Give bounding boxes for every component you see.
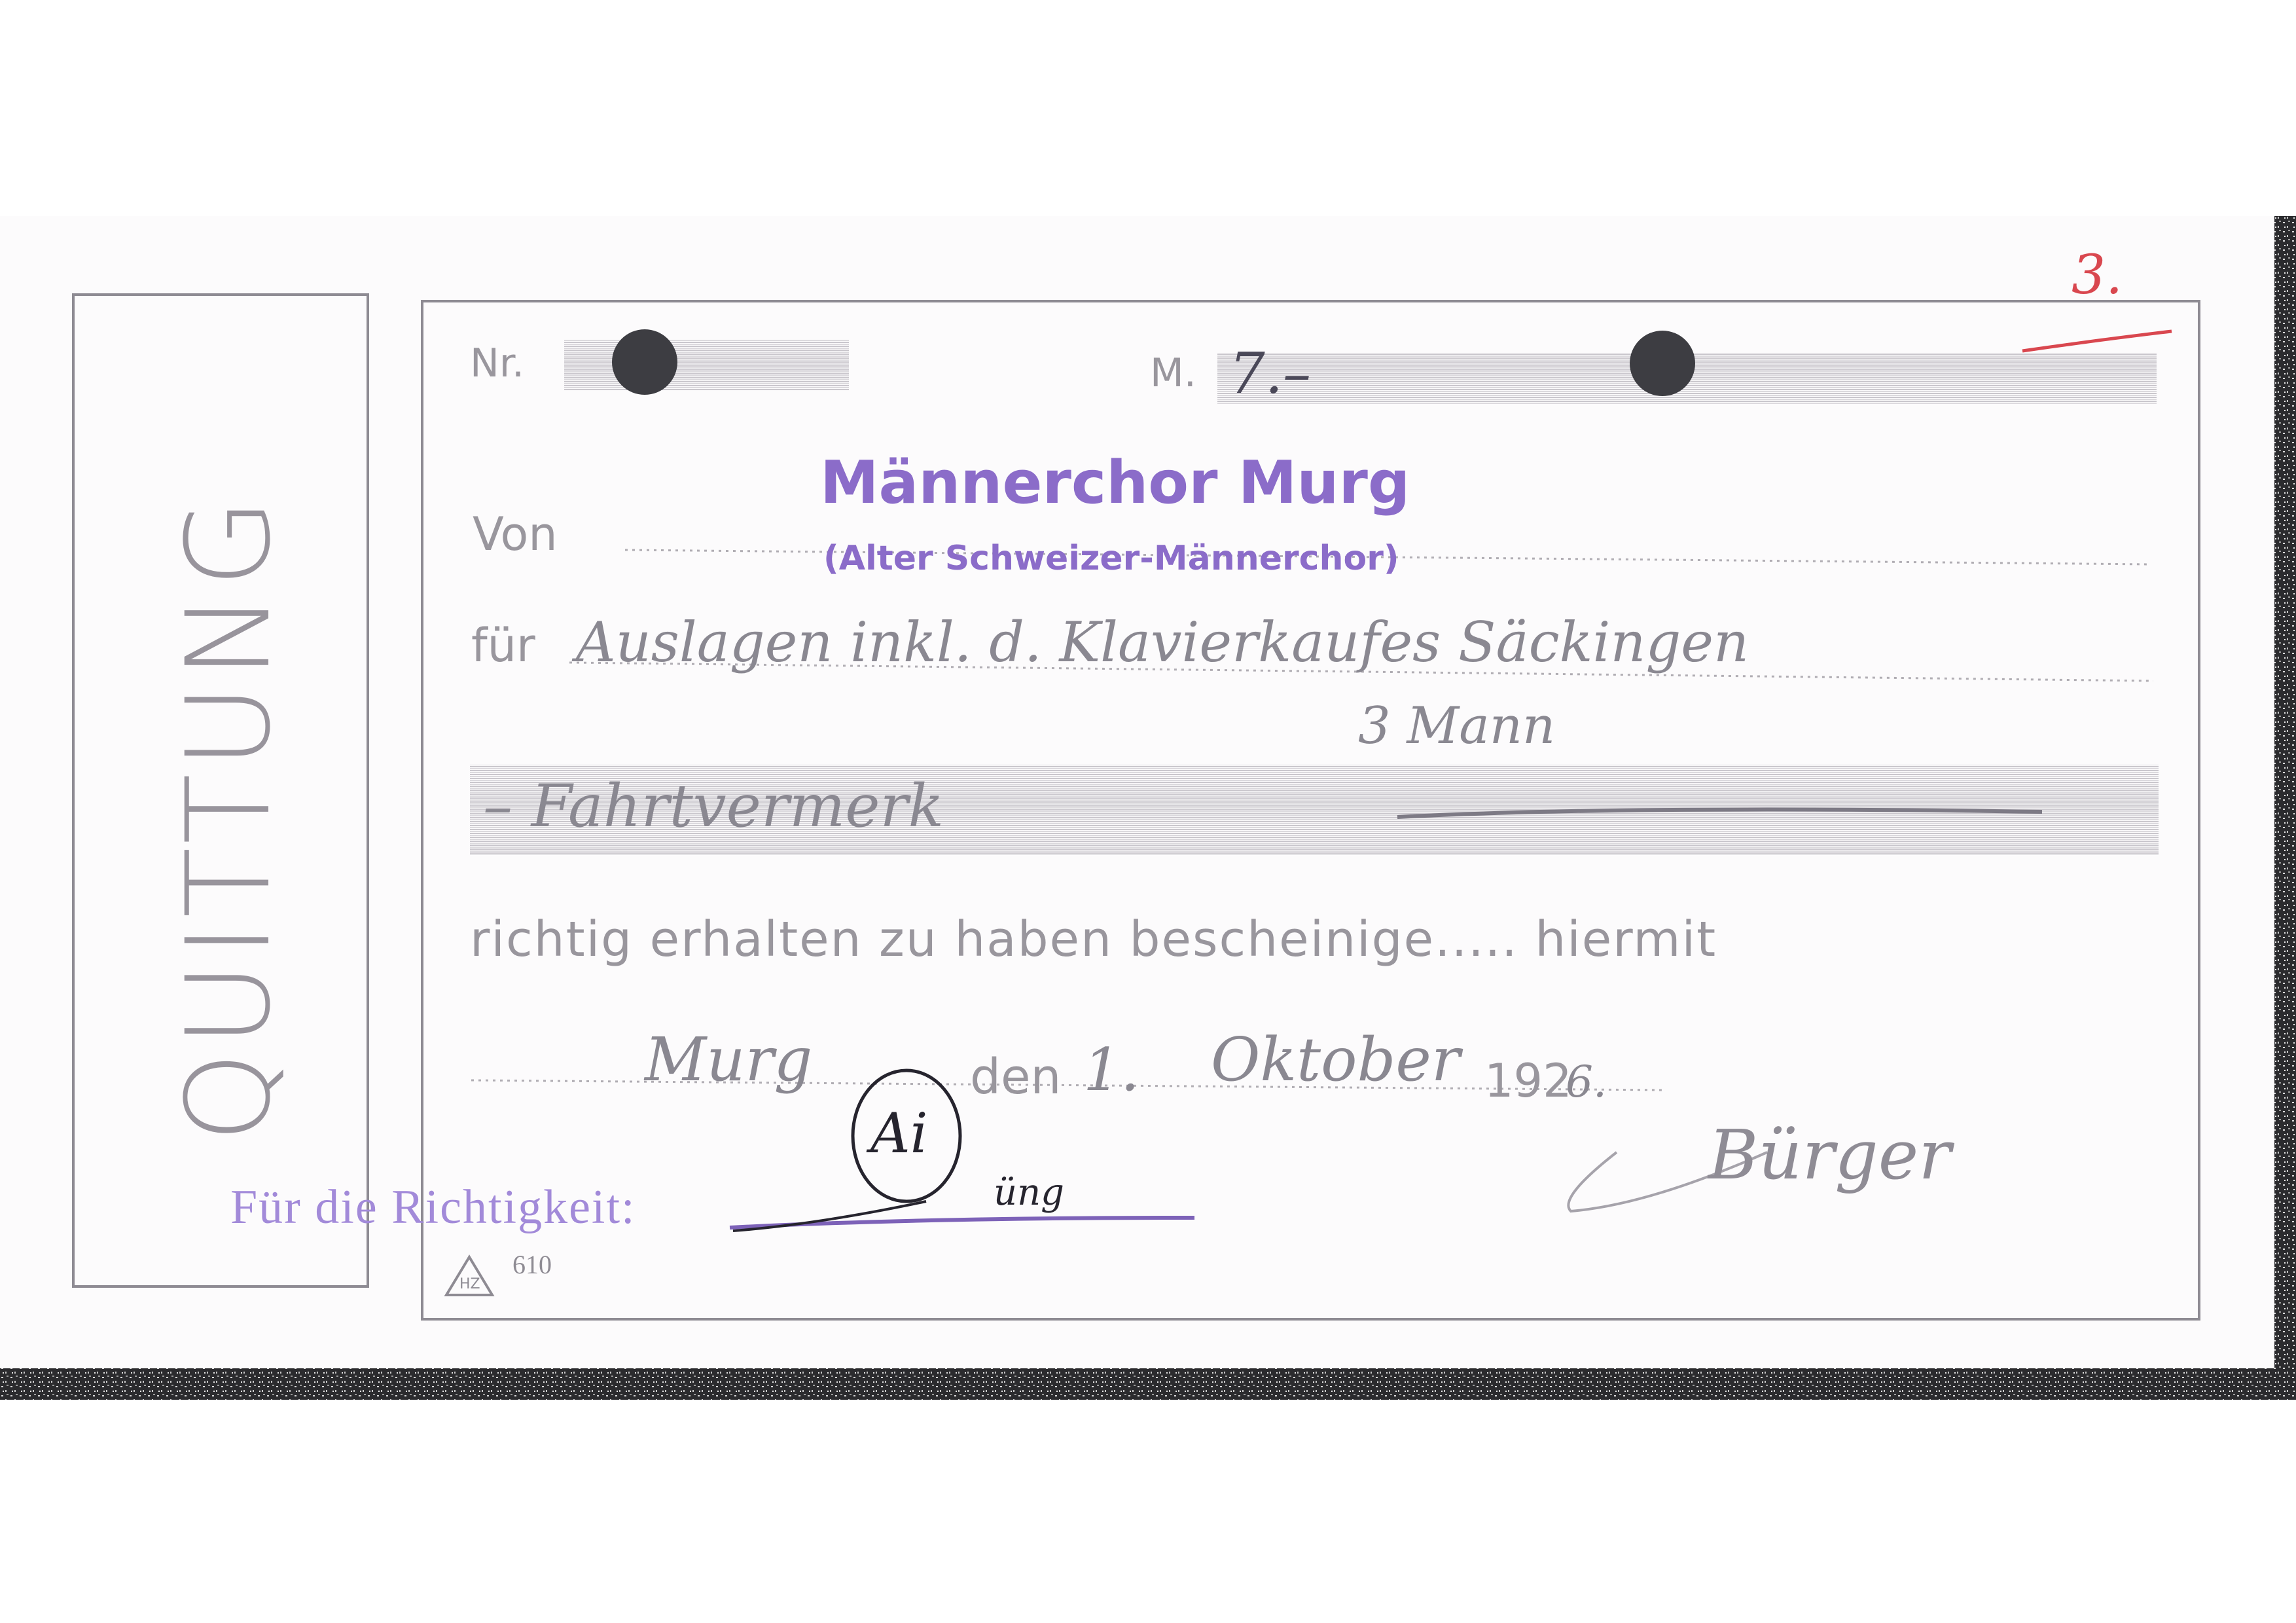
amount-label: M. (1150, 350, 1196, 396)
date-day: 1. (1083, 1036, 1139, 1104)
recipient-signature: Bürger (1708, 1115, 1951, 1195)
punch-hole-left (612, 329, 677, 395)
fuer-label: für (471, 619, 535, 672)
svg-text:HZ: HZ (459, 1276, 480, 1292)
binder-edge-right (2274, 216, 2296, 1398)
von-label: Von (473, 507, 558, 561)
side-title: QUITTUNG (162, 492, 296, 1142)
initials-suffix: üng (994, 1171, 1064, 1214)
stamp-club-name: Männerchor Murg (820, 448, 1410, 517)
form-number: 610 (512, 1250, 552, 1279)
purpose-line-3: – Fahrtvermerk (483, 772, 944, 841)
purpose-line-1: Auslagen inkl. d. Klavierkaufes Säckingen (576, 610, 1749, 674)
amount-value: 7.– (1229, 341, 1312, 407)
annotation-number: 3. (2072, 244, 2123, 306)
year-prefix: 192 (1484, 1054, 1572, 1108)
place-value: Murg (645, 1025, 813, 1095)
purpose-line-2: 3 Mann (1358, 697, 1556, 756)
binder-edge-bottom (0, 1368, 2296, 1400)
confirmation-text: richtig erhalten zu haben bescheinige..... hiermit (470, 911, 1717, 968)
date-prefix: den (970, 1049, 1062, 1105)
date-month: Oktober (1211, 1025, 1460, 1095)
nr-label: Nr. (470, 340, 525, 386)
year-suffix: 6. (1566, 1057, 1607, 1107)
nr-field (564, 339, 849, 390)
stamp-club-subtitle: (Alter Schweizer-Männerchor) (823, 539, 1399, 578)
initials-mark: Ai (870, 1101, 928, 1165)
richtigkeit-label: Für die Richtigkeit: (230, 1180, 636, 1234)
punch-hole-right (1630, 331, 1695, 396)
